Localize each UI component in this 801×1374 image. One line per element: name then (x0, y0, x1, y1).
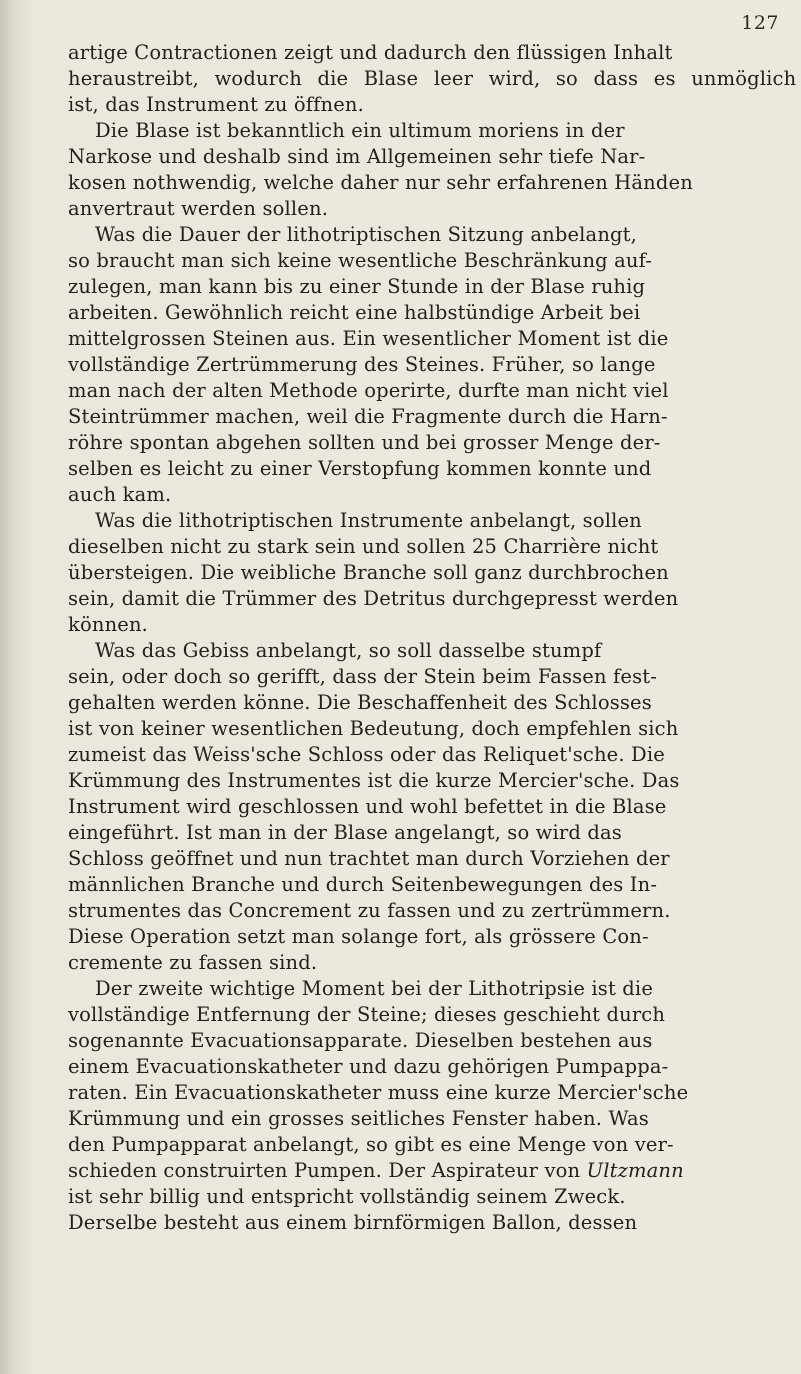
text-line: Krümmung und ein grosses seitliches Fenster haben. Was (68, 1107, 649, 1130)
text-line: cremente zu fassen sind. (68, 951, 318, 974)
text-line: artige Contractionen zeigt und dadurch den flüssigen Inhalt (68, 41, 673, 64)
text-line: ist sehr billig und entspricht vollständig seinem Zweck. (68, 1185, 626, 1208)
text-line: arbeiten. Gewöhnlich reicht eine halbstündige Arbeit bei (68, 301, 641, 324)
text-line: einem Evacuationskatheter und dazu gehörigen Pumpappa- (68, 1055, 669, 1078)
body-text (68, 40, 798, 1236)
text-line: ist von keiner wesentlichen Bedeutung, doch empfehlen sich (68, 717, 679, 740)
text-line: Diese Operation setzt man solange fort, als grössere Con- (68, 925, 649, 948)
text-line: so braucht man sich keine wesentliche Beschränkung auf- (68, 249, 653, 272)
italic-name: Ultzmann (586, 1159, 684, 1182)
text-line: sein, oder doch so gerifft, dass der Stein beim Fassen fest- (68, 665, 657, 688)
text-line: raten. Ein Evacuationskatheter muss eine kurze Mercier'sche (68, 1081, 689, 1104)
text-line: sein, damit die Trümmer des Detritus durchgepresst werden (68, 587, 679, 610)
text-line: vollständige Entfernung der Steine; dieses geschieht durch (68, 1003, 666, 1026)
text-line: Krümmung des Instrumentes ist die kurze Mercier'sche. Das (68, 769, 680, 792)
text-line: vollständige Zertrümmerung des Steines. Früher, so lange (68, 353, 656, 376)
text-line: Instrument wird geschlossen und wohl befettet in die Blase (68, 795, 667, 818)
text-line: eingeführt. Ist man in der Blase angelangt, so wird das (68, 821, 622, 844)
text-line: schieden construirten Pumpen. Der Aspirateur von Ultzmann (68, 1159, 684, 1182)
text-line: ist, das Instrument zu öffnen. (68, 93, 364, 116)
text-line: dieselben nicht zu stark sein und sollen 25 Charrière nicht (68, 535, 659, 558)
text-line: Narkose und deshalb sind im Allgemeinen sehr tiefe Nar- (68, 145, 646, 168)
text-line: können. (68, 613, 149, 636)
text-line: übersteigen. Die weibliche Branche soll ganz durchbrochen (68, 561, 669, 584)
text-line: Die Blase ist bekanntlich ein ultimum moriens in der (95, 119, 625, 142)
text-line: Derselbe besteht aus einem birnförmigen Ballon, dessen (68, 1211, 638, 1234)
text-line: Der zweite wichtige Moment bei der Lithotripsie ist die (95, 977, 654, 1000)
text-line: anvertraut werden sollen. (68, 197, 329, 220)
text-line: zumeist das Weiss'sche Schloss oder das Reliquet'sche. Die (68, 743, 665, 766)
text-line: männlichen Branche und durch Seitenbewegungen des In- (68, 873, 658, 896)
text-line: auch kam. (68, 483, 172, 506)
text-line: mittelgrossen Steinen aus. Ein wesentlicher Moment ist die (68, 327, 669, 350)
text-line: sogenannte Evacuationsapparate. Dieselben bestehen aus (68, 1029, 653, 1052)
text-line: Was die lithotriptischen Instrumente anbelangt, sollen (95, 509, 642, 532)
text-line: Was die Dauer der lithotriptischen Sitzung anbelangt, (95, 223, 638, 246)
text-line: Was das Gebiss anbelangt, so soll dasselbe stumpf (95, 639, 602, 662)
text-line: man nach der alten Methode operirte, durfte man nicht viel (68, 379, 669, 402)
text-line: kosen nothwendig, welche daher nur sehr erfahrenen Händen (68, 171, 693, 194)
text-line: den Pumpapparat anbelangt, so gibt es eine Menge von ver- (68, 1133, 674, 1156)
text-line: selben es leicht zu einer Verstopfung kommen konnte und (68, 457, 652, 480)
text-line: gehalten werden könne. Die Beschaffenheit des Schlosses (68, 691, 652, 714)
text-line: röhre spontan abgehen sollten und bei grosser Menge der- (68, 431, 661, 454)
page-number: 127 (741, 12, 779, 34)
text-line: Steintrümmer machen, weil die Fragmente durch die Harn- (68, 405, 668, 428)
text-line: Schloss geöffnet und nun trachtet man durch Vorziehen der (68, 847, 670, 870)
text-line: zulegen, man kann bis zu einer Stunde in der Blase ruhig (68, 275, 646, 298)
text-line: strumentes das Concrement zu fassen und zu zertrümmern. (68, 899, 671, 922)
text-line: heraustreibt, wodurch die Blase leer wird, so dass es unmöglich (68, 67, 797, 90)
